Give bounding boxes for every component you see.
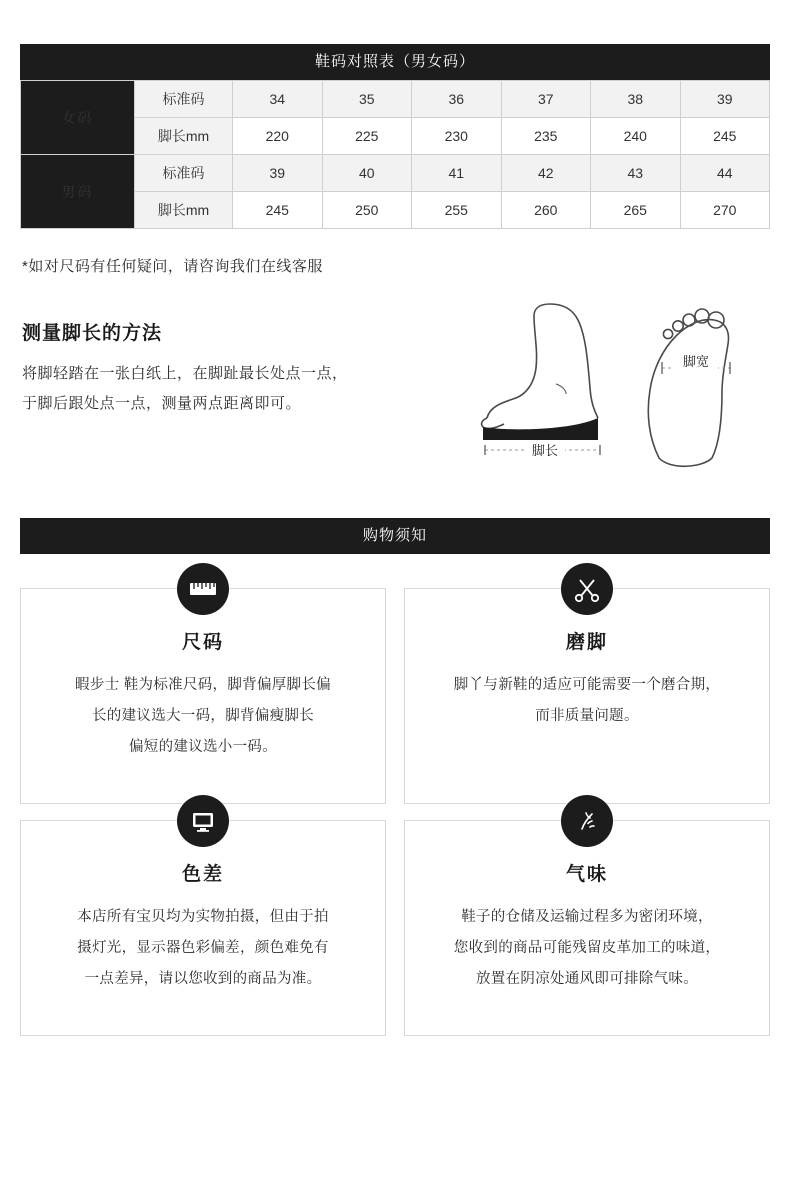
card-line: 一点差异，请以您收到的商品为准。 (84, 971, 322, 987)
card-heading: 色差 (181, 864, 224, 885)
size-cell: 43 (591, 155, 681, 192)
card-line: 摄灯光，显示器色彩偏差，颜色难免有 (77, 940, 329, 956)
size-cell: 39 (233, 155, 323, 192)
measure-heading: 测量脚长的方法 (22, 323, 163, 344)
row-label: 脚长mm (135, 192, 233, 229)
size-chart-table (20, 80, 770, 229)
size-note: *如对尺码有任何疑问，请咨询我们在线客服 (22, 258, 323, 275)
row-label: 脚长mm (135, 118, 233, 155)
row-header-men: 男码 (21, 155, 135, 229)
row-header-women: 女码 (21, 81, 135, 155)
size-cell: 220 (233, 118, 323, 155)
size-cell: 41 (412, 155, 502, 192)
card-line: 放置在阴凉处通风即可排除气味。 (476, 971, 698, 987)
foot-measure-diagram (430, 298, 760, 478)
card-line: 鞋子的仓储及运输过程多为密闭环境， (461, 909, 713, 925)
card-line: 您收到的商品可能残留皮革加工的味道， (453, 940, 721, 956)
row-label: 标准码 (135, 155, 233, 192)
size-cell: 35 (322, 81, 412, 118)
card-line: 暇步士 鞋为标准尺码，脚背偏厚脚长偏 (75, 677, 331, 693)
monitor-icon (177, 795, 229, 847)
notice-card-smell (404, 820, 770, 1036)
card-line: 而非质量问题。 (535, 708, 639, 724)
measure-section (20, 318, 770, 508)
card-line: 脚丫与新鞋的适应可能需要一个磨合期， (453, 677, 721, 693)
card-line: 偏短的建议选小一码。 (129, 739, 277, 755)
notice-card-color (20, 820, 386, 1036)
card-heading: 磨脚 (565, 632, 608, 653)
notice-card-size (20, 588, 386, 804)
diagram-label-length: 脚长 (531, 443, 559, 458)
size-cell: 245 (233, 192, 323, 229)
card-line: 本店所有宝贝均为实物拍摄，但由于拍 (77, 909, 329, 925)
notice-title: 购物须知 (20, 518, 770, 554)
diagram-label-width: 脚宽 (682, 354, 710, 369)
size-cell: 245 (680, 118, 770, 155)
size-cell: 42 (501, 155, 591, 192)
size-cell: 38 (591, 81, 681, 118)
size-chart-title: 鞋码对照表（男女码） (20, 44, 770, 80)
size-cell: 235 (501, 118, 591, 155)
size-cell: 270 (680, 192, 770, 229)
size-cell: 34 (233, 81, 323, 118)
size-cell: 39 (680, 81, 770, 118)
card-heading: 尺码 (181, 632, 224, 653)
size-cell: 40 (322, 155, 412, 192)
size-cell: 37 (501, 81, 591, 118)
size-cell: 250 (322, 192, 412, 229)
row-label: 标准码 (135, 81, 233, 118)
size-cell: 225 (322, 118, 412, 155)
card-heading: 气味 (565, 864, 608, 885)
size-cell: 44 (680, 155, 770, 192)
table-row (21, 155, 770, 192)
size-cell: 230 (412, 118, 502, 155)
smell-icon (561, 795, 613, 847)
scissors-icon (561, 563, 613, 615)
notice-card-list (20, 588, 770, 1036)
size-cell: 255 (412, 192, 502, 229)
notice-card-rubbing (404, 588, 770, 804)
size-cell: 36 (412, 81, 502, 118)
ruler-icon (177, 563, 229, 615)
table-row (21, 81, 770, 118)
measure-line-1: 将脚轻踏在一张白纸上，在脚趾最长处点一点， (22, 365, 348, 382)
size-cell: 265 (591, 192, 681, 229)
card-line: 长的建议选大一码，脚背偏瘦脚长 (92, 708, 314, 724)
size-cell: 260 (501, 192, 591, 229)
measure-line-2: 于脚后跟处点一点，测量两点距离即可。 (22, 395, 302, 412)
product-size-info-page (0, 44, 790, 1178)
size-cell: 240 (591, 118, 681, 155)
